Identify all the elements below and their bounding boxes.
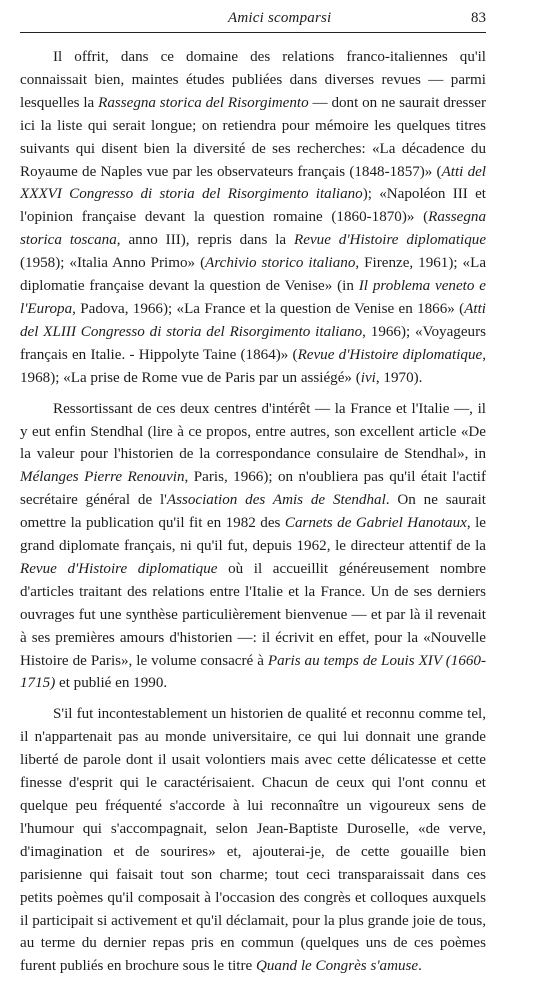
text-run: , 1968); «La prise de Rome vue de Paris par un assiégé» ( (20, 346, 486, 386)
italic-run: Atti del XXXVI Congresso di storia del Risorgimento italiano (20, 163, 487, 203)
italic-run: Association des Amis de Stendhal (166, 492, 386, 509)
page-number: 83 (471, 10, 486, 26)
text-run: , 1970). (375, 369, 423, 386)
paragraph-2 (20, 398, 486, 696)
text-run: où il accueillit généreusement nombre d'articles traitant des relations entre l'Italie et la France. Un de ses derniers ouvrages fut une synthèse particulièrement bienvenue — et par là il revenait à ses premières amours d'historien —: il écrivit en effet, pour la «Nouvelle Histoire de Paris», le volume consacré à (20, 560, 486, 669)
italic-run: ivi (360, 369, 376, 386)
text-run: , Paris, 1966); on n'oubliera pas qu'il était l'actif secrétaire général de l' (20, 469, 486, 509)
text-run: Ressortissant de ces deux centres d'intérêt — la France et l'Italie —, il y eut enfin Stendhal (lire à ce propos, entre autres, son excellent article «De la valeur pour l'historien de la correspondance consulaire de Stendhal», in (20, 400, 486, 463)
text-run: — dont on ne saurait dresser ici la liste qui serait longue; on retiendra pour mémoire les quelques titres suivants qui disent bien la diversité de ses recherches: «La décadence du Royaume de Naples vue par les observateurs français (1848-1857)» ( (20, 94, 486, 180)
italic-run: Rassegna storica toscana (20, 209, 486, 249)
text-run: et publié en 1990. (55, 675, 168, 692)
italic-run: Mélanges Pierre Renouvin (20, 469, 185, 486)
italic-run: Revue d'Histoire diplomatique (294, 232, 487, 249)
text-run: . (418, 958, 422, 975)
text-run: , anno III), repris dans la (116, 232, 295, 249)
text-run: . On ne saurait omettre la publication qu'il fit en 1982 des (20, 492, 486, 532)
paragraph-3 (20, 703, 486, 978)
running-title: Amici scomparsi (228, 10, 332, 26)
paragraph-1 (20, 46, 486, 390)
text-run: S'il fut incontestablement un historien de qualité et reconnu comme tel, il n'appartenait pas au monde universitaire, ce qui lui donnait une grande liberté de parole dont il usait volontiers mais avec cette délicatesse et cette finesse d'esprit qui le caractérisaient. Chacun de ceux qui l'ont connu et quelque peu fréquenté s'accorde à lui reconnaître un vigoureux sens de l'humour qui s'accompagnait, selon Jean-Baptiste Duroselle, «de verve, d'imagination et de sourires» et, ajouterai-je, de cette gouaille bien parisienne qui faisait tout son charme; tout ceci transparaissait dans ces petits poèmes qu'il composait à l'occasion des congrès et colloques auxquels il participait si activement et qu'il déclamait, pour la plus grande joie de tous, au terme du dernier repas pris en commun (quelques uns de ces poèmes furent publiés en brochure sous le titre (20, 706, 486, 975)
italic-run: Atti del XLIII Congresso di storia del Risorgimento italiano (20, 300, 486, 340)
italic-run: Archivio storico italiano (205, 255, 356, 272)
text-run: , le grand diplomate français, ni qu'il fut, depuis 1962, le directeur attentif de la (20, 515, 486, 555)
text-run: , Padova, 1966); «La France et la question de Venise en 1866» ( (72, 300, 465, 317)
italic-run: Carnets de Gabriel Hanotaux (284, 515, 467, 532)
italic-run: Quand le Congrès s'amuse (255, 958, 419, 975)
italic-run: Rassegna storica del Risorgimento (98, 94, 309, 111)
text-run: ); «Napoléon III et l'opinion française devant la question romaine (1860-1870)» ( (20, 186, 486, 226)
italic-run: Revue d'Histoire diplomatique (20, 560, 218, 577)
text-run: , 1966); «Voyageurs français en Italie. - Hippolyte Taine (1864)» ( (20, 323, 486, 363)
text-run: (1958); «Italia Anno Primo» ( (20, 255, 206, 272)
page-header (20, 10, 486, 33)
text-run: , Firenze, 1961); «La diplomatie française devant la question de Venise» (in (20, 255, 487, 295)
italic-run: Revue d'Histoire diplomatique (297, 346, 483, 363)
body-text (20, 46, 486, 986)
italic-run: Paris au temps de Louis XIV (1660-1715) (20, 652, 486, 692)
italic-run: Il problema veneto e l'Europa (20, 278, 486, 317)
text-run: Il offrit, dans ce domaine des relations franco-italiennes qu'il connaissait bien, maintes études publiées dans diverses revues — parmi lesquelles la (20, 49, 486, 111)
